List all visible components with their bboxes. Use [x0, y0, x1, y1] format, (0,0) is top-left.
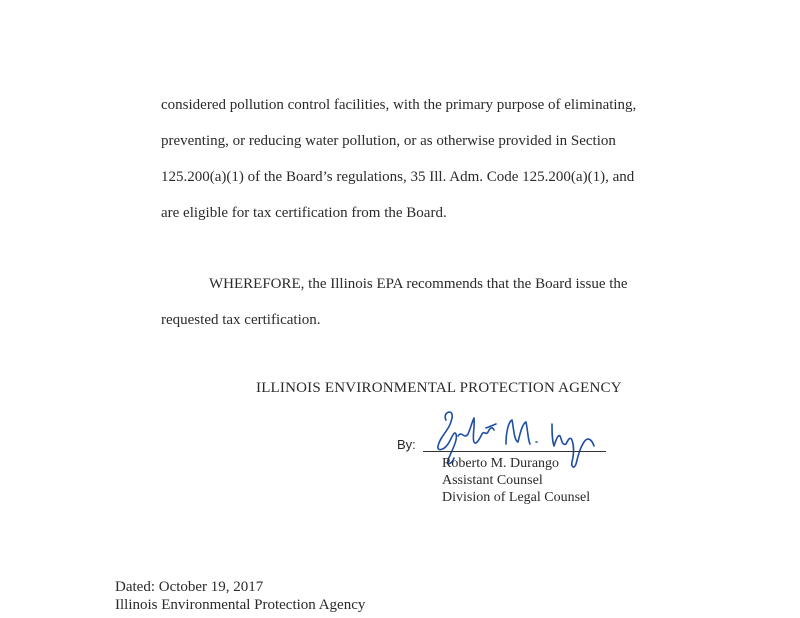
paragraph-1-line-4: are eligible for tax certification from the Board. [161, 205, 447, 221]
signatory-title: Assistant Counsel [442, 473, 543, 488]
dated-line: Dated: October 19, 2017 [115, 579, 264, 595]
signatory-division: Division of Legal Counsel [442, 490, 591, 505]
by-label: By: [397, 437, 416, 452]
paragraph-2-line-2: requested tax certification. [161, 312, 321, 328]
footer-organization: Illinois Environmental Protection Agency [115, 597, 366, 613]
paragraph-1-line-2: preventing, or reducing water pollution, or as otherwise provided in Section [161, 133, 616, 149]
paragraph-2-line-1: WHEREFORE, the Illinois EPA recommends that the Board issue the [209, 276, 628, 292]
signature-line [423, 451, 606, 452]
paragraph-1-line-1: considered pollution control facilities, with the primary purpose of eliminating, [161, 97, 637, 113]
agency-name: ILLINOIS ENVIRONMENTAL PROTECTION AGENCY [256, 380, 622, 396]
paragraph-1-line-3: 125.200(a)(1) of the Board’s regulations, 35 Ill. Adm. Code 125.200(a)(1), and [161, 169, 635, 185]
signatory-name: Roberto M. Durango [442, 456, 560, 471]
